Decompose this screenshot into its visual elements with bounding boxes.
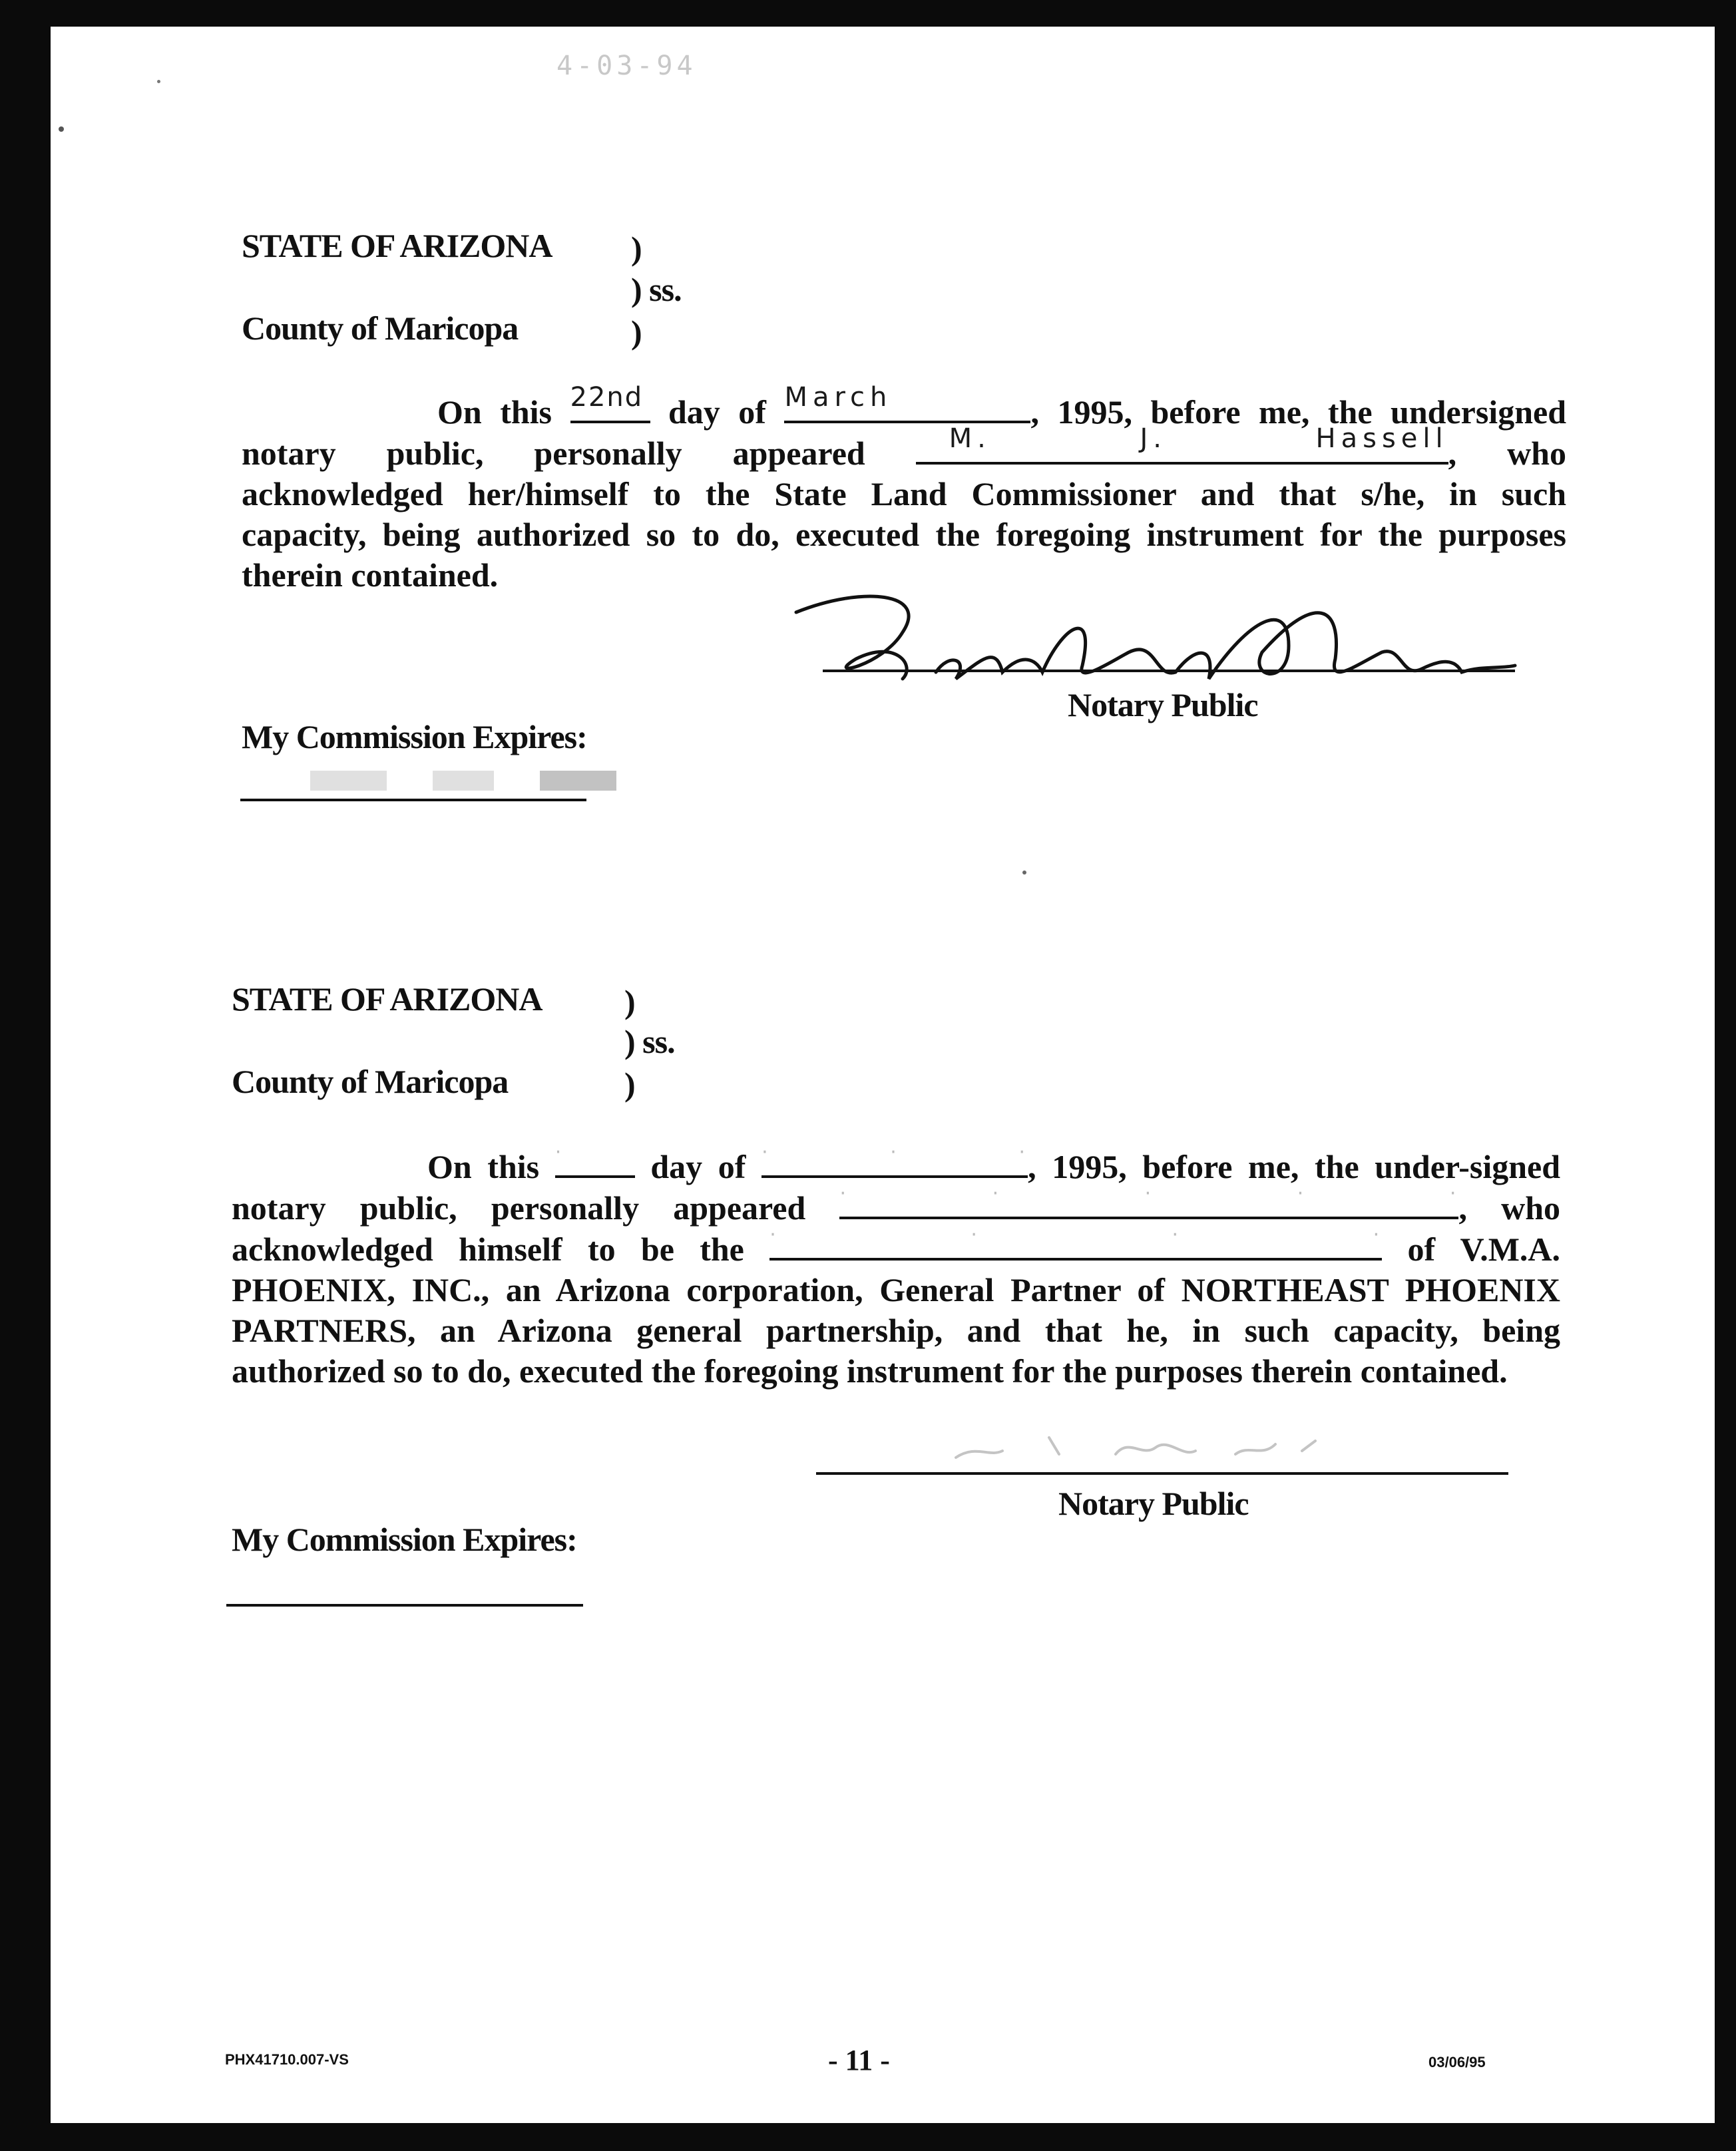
speck: [59, 126, 64, 132]
block1-commission-line: [240, 799, 586, 801]
block1-county: County of Maricopa: [242, 309, 519, 347]
block1-signature-line: [823, 670, 1515, 672]
block1-paren2: ): [631, 313, 642, 351]
block2-notary-label: Notary Public: [1058, 1485, 1249, 1522]
block2-title-mark: · · · ·: [769, 1223, 1383, 1247]
block2-signature-line: [816, 1472, 1508, 1475]
block1-on-this: On this: [437, 393, 552, 431]
block1-line2: [242, 423, 1566, 474]
block1-day-value: 22nd: [570, 382, 644, 413]
block2-commission-label: My Commission Expires:: [232, 1521, 577, 1558]
block2-line3: [232, 1223, 1561, 1270]
block2-commission-line: [226, 1604, 583, 1607]
block2-year-text: , 1995, before me, the under-signed: [1028, 1148, 1561, 1185]
block2-appeared-mark: · · · · ·: [839, 1182, 1459, 1205]
block1-paren1: ): [631, 230, 642, 267]
document-page: [51, 27, 1715, 2123]
block2-title-blank: [769, 1223, 1383, 1261]
block1-day-of: day of: [668, 393, 766, 431]
footer-left: PHX41710.007-VS: [225, 2051, 349, 2068]
block1-month-value: March: [784, 382, 893, 413]
block2-state: STATE OF ARIZONA: [232, 980, 542, 1018]
block1-line2-text: notary public, personally appeared: [242, 435, 865, 472]
block2-month-mark: · · ·: [761, 1141, 1028, 1164]
block1-commission-value-smudge: [310, 771, 616, 791]
block1-notary-signature: [783, 579, 1528, 699]
block1-appeared-value: M. J. Hassell: [949, 423, 1448, 454]
block1-line5: therein contained.: [242, 556, 499, 594]
footer-right: 03/06/95: [1428, 2054, 1486, 2070]
block1-paragraph: [242, 382, 1567, 596]
block1-ss: ) ss.: [631, 271, 682, 308]
block2-day-of: day of: [650, 1148, 746, 1185]
block1-year-text: , 1995, before me, the undersigned: [1030, 393, 1567, 431]
footer-page-number: - 11 -: [828, 2044, 890, 2076]
block2-line3-end: of V.M.A.: [1407, 1231, 1561, 1268]
block2-paren1: ): [624, 983, 635, 1020]
block1-notary-label: Notary Public: [1068, 686, 1258, 723]
block2-paren2: ): [624, 1066, 635, 1103]
block2-line4: PHOENIX, INC., an Arizona corporation, General Partner of NORTHEAST PHOENIX: [232, 1271, 1560, 1308]
block2-line2-text: notary public, personally appeared: [232, 1189, 806, 1227]
block2-on-this: On this: [427, 1148, 540, 1185]
block2-line3-text: acknowledged himself to be the: [232, 1231, 744, 1268]
block1-appeared-blank: [916, 423, 1448, 465]
block2-county: County of Maricopa: [232, 1063, 509, 1100]
block1-day-blank: [570, 382, 650, 423]
block2-line6: authorized so to do, executed the foregoing instrument for the purposes therein contained.: [232, 1352, 1508, 1390]
block2-who: , who: [1458, 1189, 1561, 1227]
block2-day-blank: [554, 1141, 635, 1178]
block2-day-mark: ·: [554, 1141, 564, 1164]
speck: [157, 80, 160, 83]
block1-who: , who: [1448, 435, 1566, 472]
block2-line5: PARTNERS, an Arizona general partnership, and that he, in such capacity, being: [232, 1312, 1560, 1349]
block1-line4: capacity, being authorized so to do, executed the foregoing instrument for the purposes: [242, 516, 1566, 553]
block1-line3: acknowledged her/himself to the State Land Commissioner and that s/he, in such: [242, 475, 1566, 512]
block2-ss: ) ss.: [624, 1023, 675, 1060]
faint-stamp: 4-03-94: [556, 51, 697, 81]
block2-notary-signature: [916, 1418, 1382, 1471]
block2-paragraph: [232, 1141, 1561, 1392]
speck: [1022, 871, 1026, 875]
block1-state: STATE OF ARIZONA: [242, 227, 552, 264]
block1-commission-label: My Commission Expires:: [242, 718, 587, 755]
